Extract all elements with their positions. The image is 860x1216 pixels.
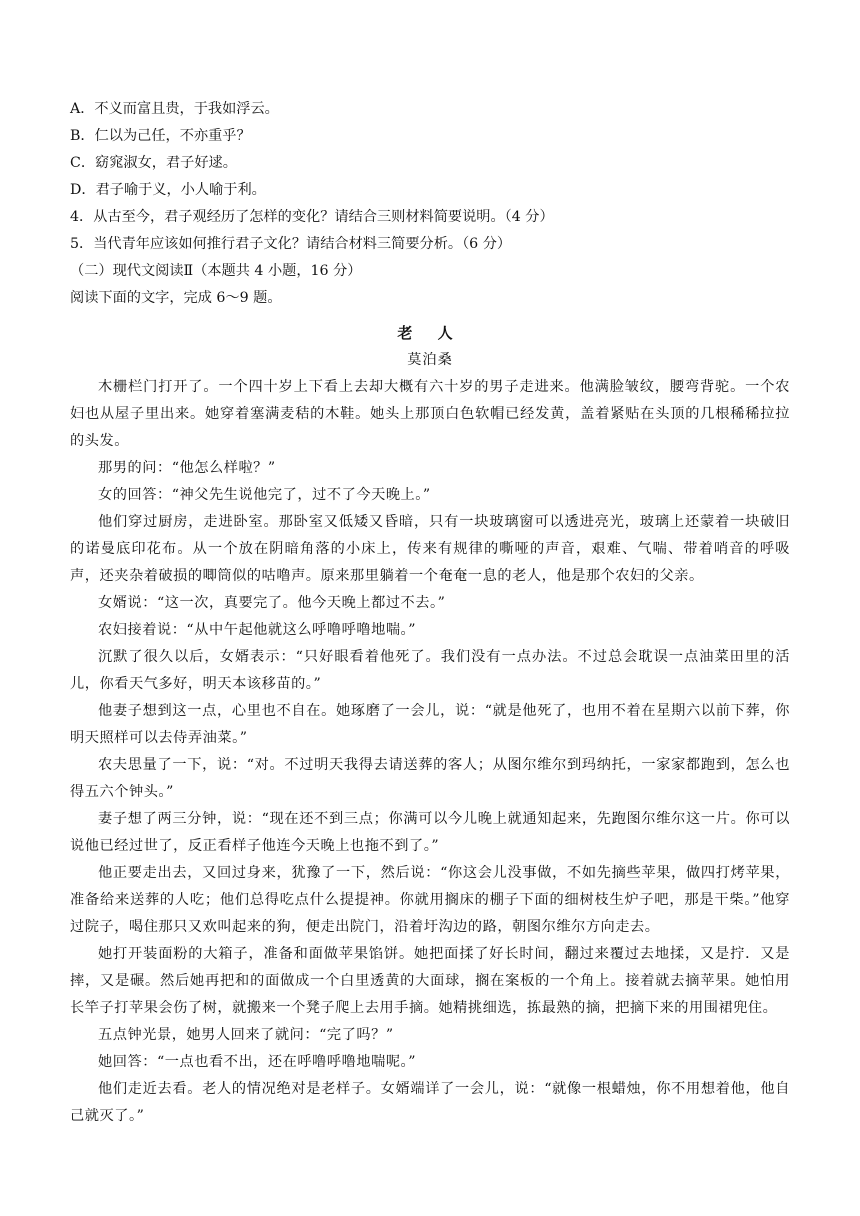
article-paragraph: 妻子想了两三分钟，说：“现在还不到三点；你满可以今儿晚上就通知起来，先跑图尔维尔这一片。你可以说他已经过世了，反正看样子他连今天晚上也拖不到了。” [70,811,790,854]
article-paragraph: 那男的问：“他怎么样啦？” [98,460,276,476]
article-title: 老 人 [397,324,463,342]
article-paragraph: 五点钟光景，她男人回来了就问：“完了吗？” [98,1027,394,1043]
article-paragraph: 他正要走出去，又回过身来，犹豫了一下，然后说：“你这会儿没事做，不如先摘些苹果，做四打烤苹果，准备给来送葬的人吃；他们总得吃点什么提提神。你就用搁床的棚子下面的细树枝生炉子吧，那是干柴。”他穿过院子，喝住那只又欢叫起来的狗，便走出院门，沿着圩沟边的路，朝图尔维尔方向走去。 [70,865,790,935]
article-paragraph: 木栅栏门打开了。一个四十岁上下看上去却大概有六十岁的男子走进来。他满脸皱纹，腰弯背驼。一个农妇也从屋子里出来。她穿着塞满麦秸的木鞋。她头上那顶白色软帽已经发黄，盖着紧贴在头顶的几根稀稀拉拉的头发。 [70,379,790,449]
question-4: 4．从古至今，君子观经历了怎样的变化？请结合三则材料简要说明。（4 分） [70,209,554,225]
option-d: D．君子喻于义，小人喻于利。 [70,182,266,198]
section-instruction: 阅读下面的文字，完成 6～9 题。 [70,290,282,306]
article-author: 莫泊桑 [407,352,453,368]
article-paragraph: 沉默了很久以后，女婿表示：“只好眼看着他死了。我们没有一点办法。不过总会耽误一点油菜田里的活儿，你看天气多好，明天本该移苗的。” [70,649,790,692]
article-paragraph: 农夫思量了一下，说：“对。不过明天我得去请送葬的客人；从图尔维尔到玛纳托，一家家都跑到，怎么也得五六个钟头。” [70,757,790,800]
article-paragraph: 女的回答：“神父先生说他完了，过不了今天晚上。” [98,487,431,503]
article-paragraph: 他们走近去看。老人的情况绝对是老样子。女婿端详了一会儿，说：“就像一根蜡烛，你不用想着他，他自己就灭了。” [70,1081,790,1124]
question-5: 5．当代青年应该如何推行君子文化？请结合材料三简要分析。（6 分） [70,236,512,252]
section-heading: （二）现代文阅读Ⅱ（本题共 4 小题，16 分） [70,263,362,279]
option-b: B．仁以为己任，不亦重乎？ [70,128,251,144]
article-paragraph: 他们穿过厨房，走进卧室。那卧室又低矮又昏暗，只有一块玻璃窗可以透进亮光，玻璃上还蒙着一块破旧的诺曼底印花布。从一个放在阴暗角落的小床上，传来有规律的嘶哑的声音，艰难、气喘、带着哨音的呼吸声，还夹杂着破损的唧筒似的咕噜声。原来那里躺着一个奄奄一息的老人，他是那个农妇的父亲。 [70,514,790,584]
option-a: A．不义而富且贵，于我如浮云。 [70,101,279,117]
article-paragraph: 她打开装面粉的大箱子，准备和面做苹果馅饼。她把面揉了好长时间，翻过来覆过去地揉，又是拧．又是摔，又是碾。然后她再把和的面做成一个白里透黄的大面球，搁在案板的一个角上。接着就去摘苹果。她怕用长竿子打苹果会伤了树，就搬来一个凳子爬上去用手摘。她精挑细选，拣最熟的摘，把摘下来的用围裙兜住。 [70,946,790,1016]
article-paragraph: 他妻子想到这一点，心里也不自在。她琢磨了一会儿，说：“就是他死了，也用不着在星期六以前下葬，你明天照样可以去侍弄油菜。” [70,703,790,746]
article-paragraph: 农妇接着说：“从中午起他就这么呼噜呼噜地喘。” [98,622,416,638]
article-paragraph: 女婿说：“这一次，真要完了。他今天晚上都过不去。” [98,595,446,611]
article-paragraph: 她回答：“一点也看不出，还在呼噜呼噜地喘呢。” [98,1054,416,1070]
option-c: C．窈窕淑女，君子好逑。 [70,155,237,171]
